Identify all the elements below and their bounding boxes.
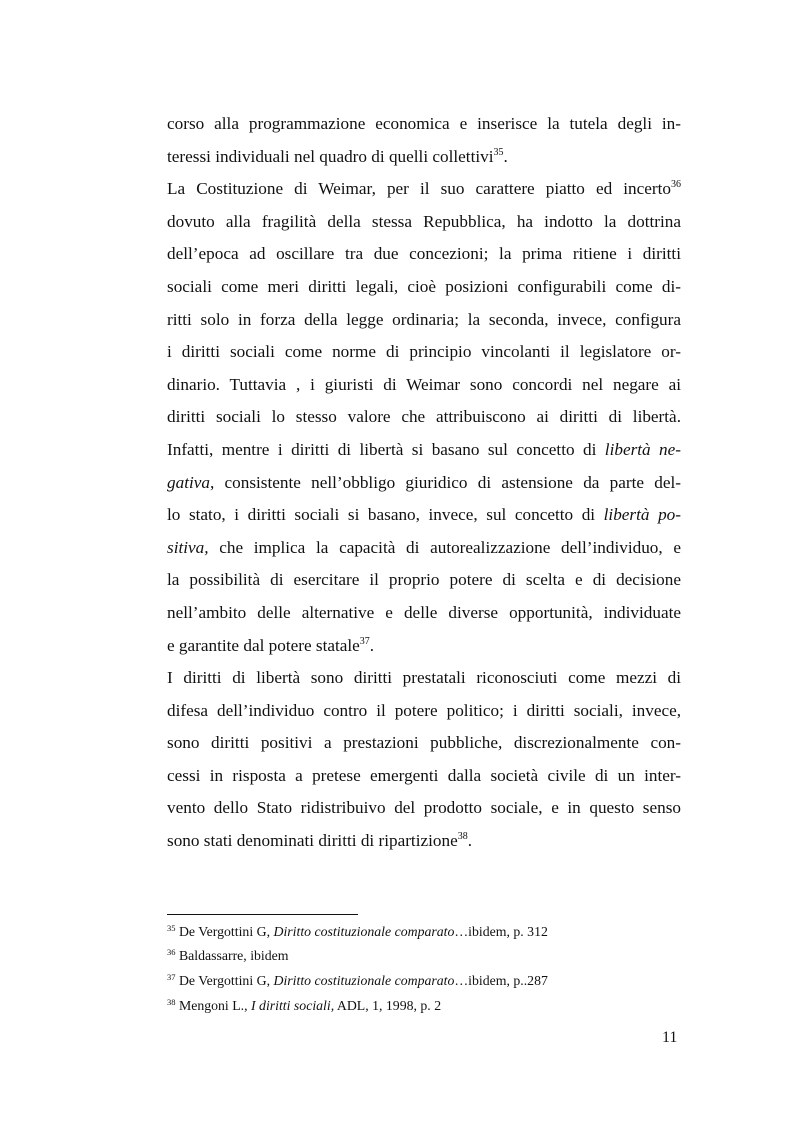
text-line: i diritti sociali come norme di principio vincolanti il legislatore or-	[167, 342, 681, 362]
text-line: dell’epoca ad oscillare tra due concezioni; la prima ritiene i diritti	[167, 244, 681, 264]
text-line: diritti sociali lo stesso valore che attribuiscono ai diritti di libertà.	[167, 407, 681, 427]
footnote-38: $^{38}$ Mengoni L., I diritti sociali, ADL, 1, 1998, p. 2	[167, 997, 442, 1013]
text-line: e garantite dal potere statale$^{37}$.	[167, 635, 375, 655]
text-line: cessi in risposta a pretese emergenti dalla società civile di un inter-	[167, 765, 681, 785]
text-line: corso alla programmazione economica e inserisce la tutela degli in-	[167, 114, 681, 133]
footnote-ref-36[interactable]: 36	[671, 179, 681, 191]
text-line: sono stati denominati diritti di ripartizione$^{38}$.	[167, 831, 472, 851]
footnote-separator	[167, 914, 358, 915]
text-line: I diritti di libertà sono diritti prestatali riconosciuti come mezzi di	[167, 668, 681, 688]
footnote-ref-35[interactable]: 35	[493, 146, 504, 158]
text-line: dovuto alla fragilità della stessa Repubblica, ha indotto la dottrina	[167, 211, 681, 231]
body-text	[167, 108, 681, 858]
footnote-37: $^{37}$ De Vergottini G, Diritto costituzionale comparato…ibidem, p..287	[167, 972, 548, 988]
footnote-35: $^{35}$ De Vergottini G, Diritto costituzionale comparato…ibidem, p. 312	[167, 923, 548, 939]
text-line: La Costituzione di Weimar, per il suo carattere piatto ed incerto$^{36}$	[167, 179, 681, 199]
text-line: teressi individuali nel quadro di quelli collettivi$^{35}$.	[167, 146, 508, 166]
text-line: gativa, consistente nell’obbligo giuridico di astensione da parte del-	[167, 472, 681, 492]
footnote-ref-38[interactable]: 38	[457, 831, 468, 843]
text-line: ritti solo in forza della legge ordinaria; la seconda, invece, configura	[167, 309, 681, 329]
footnote-ref-37[interactable]: 37	[359, 635, 370, 647]
text-line: dinario. Tuttavia , i giuristi di Weimar sono concordi nel negare ai	[167, 374, 681, 394]
text-line: sociali come meri diritti legali, cioè posizioni configurabili come di-	[167, 276, 681, 296]
text-line: sono diritti positivi a prestazioni pubbliche, discrezionalmente con-	[167, 733, 681, 753]
text-line: Infatti, mentre i diritti di libertà si basano sul concetto di libertà ne-	[167, 439, 682, 459]
text-line: lo stato, i diritti sociali si basano, invece, sul concetto di libertà po-	[167, 505, 681, 525]
page-number: 11	[662, 1029, 678, 1046]
text-line: la possibilità di esercitare il proprio potere di scelta e di decisione	[167, 570, 681, 590]
text-line: vento dello Stato ridistribuivo del prodotto sociale, e in questo senso	[167, 798, 681, 818]
text-line: difesa dell’individuo contro il potere politico; i diritti sociali, invece,	[167, 700, 681, 720]
footnote-36: $^{36}$ Baldassarre, ibidem	[167, 947, 289, 963]
text-line: nell’ambito delle alternative e delle diverse opportunità, individuate	[167, 602, 681, 622]
text-line: sitiva, che implica la capacità di autorealizzazione dell’individuo, e	[167, 537, 681, 557]
